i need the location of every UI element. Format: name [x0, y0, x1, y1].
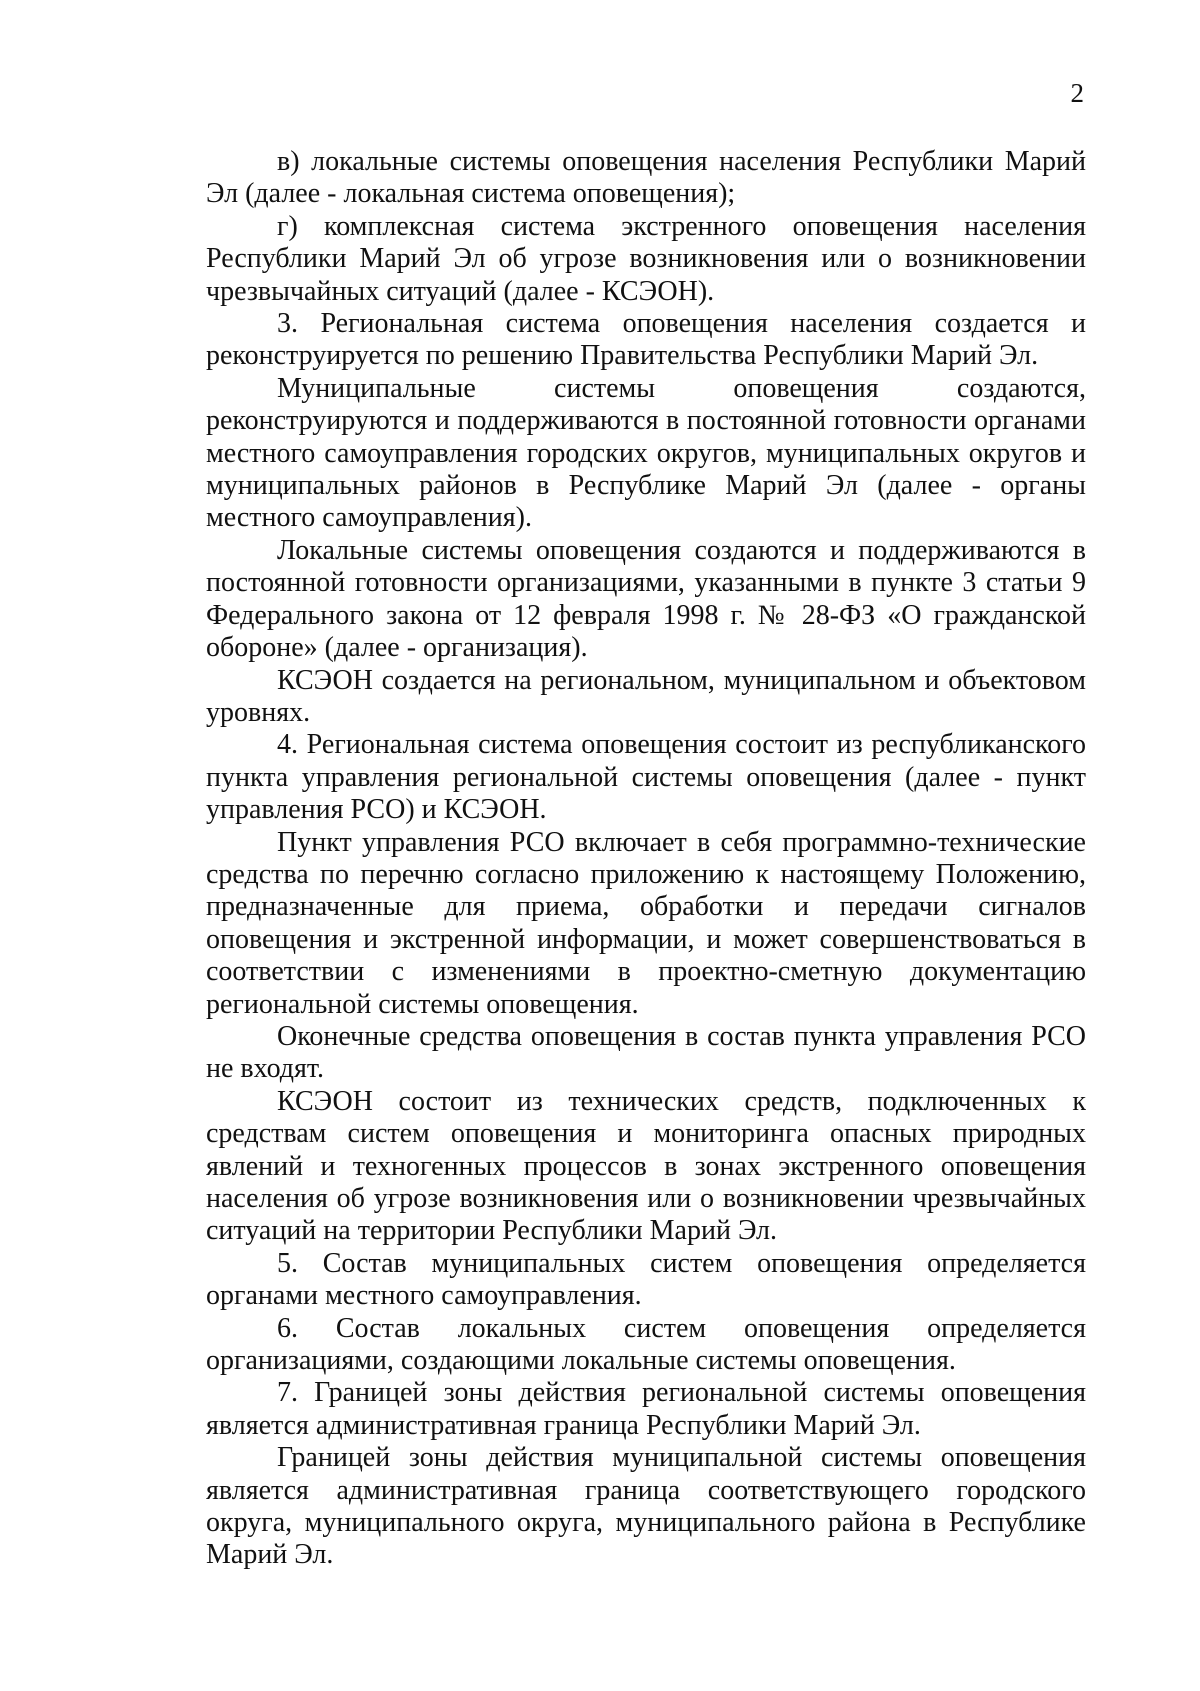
paragraph-kseon-levels: КСЭОН создается на региональном, муниципальном и объектовом уровнях. [206, 664, 1086, 728]
paragraph-section-6: 6. Состав локальных систем оповещения определяется организациями, создающими локальные системы оповещения. [206, 1312, 1086, 1377]
page-number: 2 [1070, 78, 1084, 108]
paragraph-item-g: г) комплексная система экстренного оповещения населения Республики Марий Эл об угрозе возникновения или о возникновении чрезвычайных ситуаций (далее - КСЭОН). [206, 210, 1086, 307]
paragraph-section-5: 5. Состав муниципальных систем оповещения определяется органами местного самоуправления. [206, 1247, 1086, 1312]
paragraph-terminal-devices: Оконечные средства оповещения в состав пункта управления РСО не входят. [206, 1020, 1086, 1085]
paragraph-municipal-boundary: Границей зоны действия муниципальной системы оповещения является административная граница соответствующего городского округа, муниципального округа, муниципального района в Республике Марий Эл. [206, 1442, 1086, 1571]
paragraph-item-v: в) локальные системы оповещения населения Республики Марий Эл (далее - локальная система оповещения); [206, 146, 1086, 210]
paragraph-section-4: 4. Региональная система оповещения состоит из республиканского пункта управления региональной системы оповещения (далее - пункт управления РСО) и КСЭОН. [206, 729, 1086, 826]
paragraph-section-7: 7. Границей зоны действия региональной системы оповещения является административная граница Республики Марий Эл. [206, 1377, 1086, 1441]
paragraph-municipal-systems: Муниципальные системы оповещения создаются, реконструируются и поддерживаются в постоянной готовности органами местного самоуправления городских округов, муниципальных округов и муниципальных районов в Республике Марий Эл (далее - органы местного самоуправления). [206, 372, 1086, 534]
paragraph-kseon-composition: КСЭОН состоит из технических средств, подключенных к средствам систем оповещения и мониторинга опасных природных явлений и техногенных процессов в зонах экстренного оповещения населения об угрозе возникновения или о возникновении чрезвычайных ситуаций на территории Республики Марий Эл. [206, 1085, 1086, 1247]
paragraph-local-systems: Локальные системы оповещения создаются и поддерживаются в постоянной готовности организациями, указанными в пункте 3 статьи 9 Федерального закона от 12 февраля 1998 г. № 28-ФЗ «О гражданской обороне» (далее - организация). [206, 534, 1086, 664]
paragraph-rso-control-point: Пункт управления РСО включает в себя программно-технические средства по перечню согласно приложению к настоящему Положению, предназначенные для приема, обработки и передачи сигналов оповещения и экстренной информации, и может совершенствоваться в соответствии с изменениями в проектно-сметную документацию региональной системы оповещения. [206, 826, 1086, 1020]
paragraph-section-3: 3. Региональная система оповещения населения создается и реконструируется по решению Правительства Республики Марий Эл. [206, 308, 1086, 372]
document-body [206, 146, 1086, 1572]
